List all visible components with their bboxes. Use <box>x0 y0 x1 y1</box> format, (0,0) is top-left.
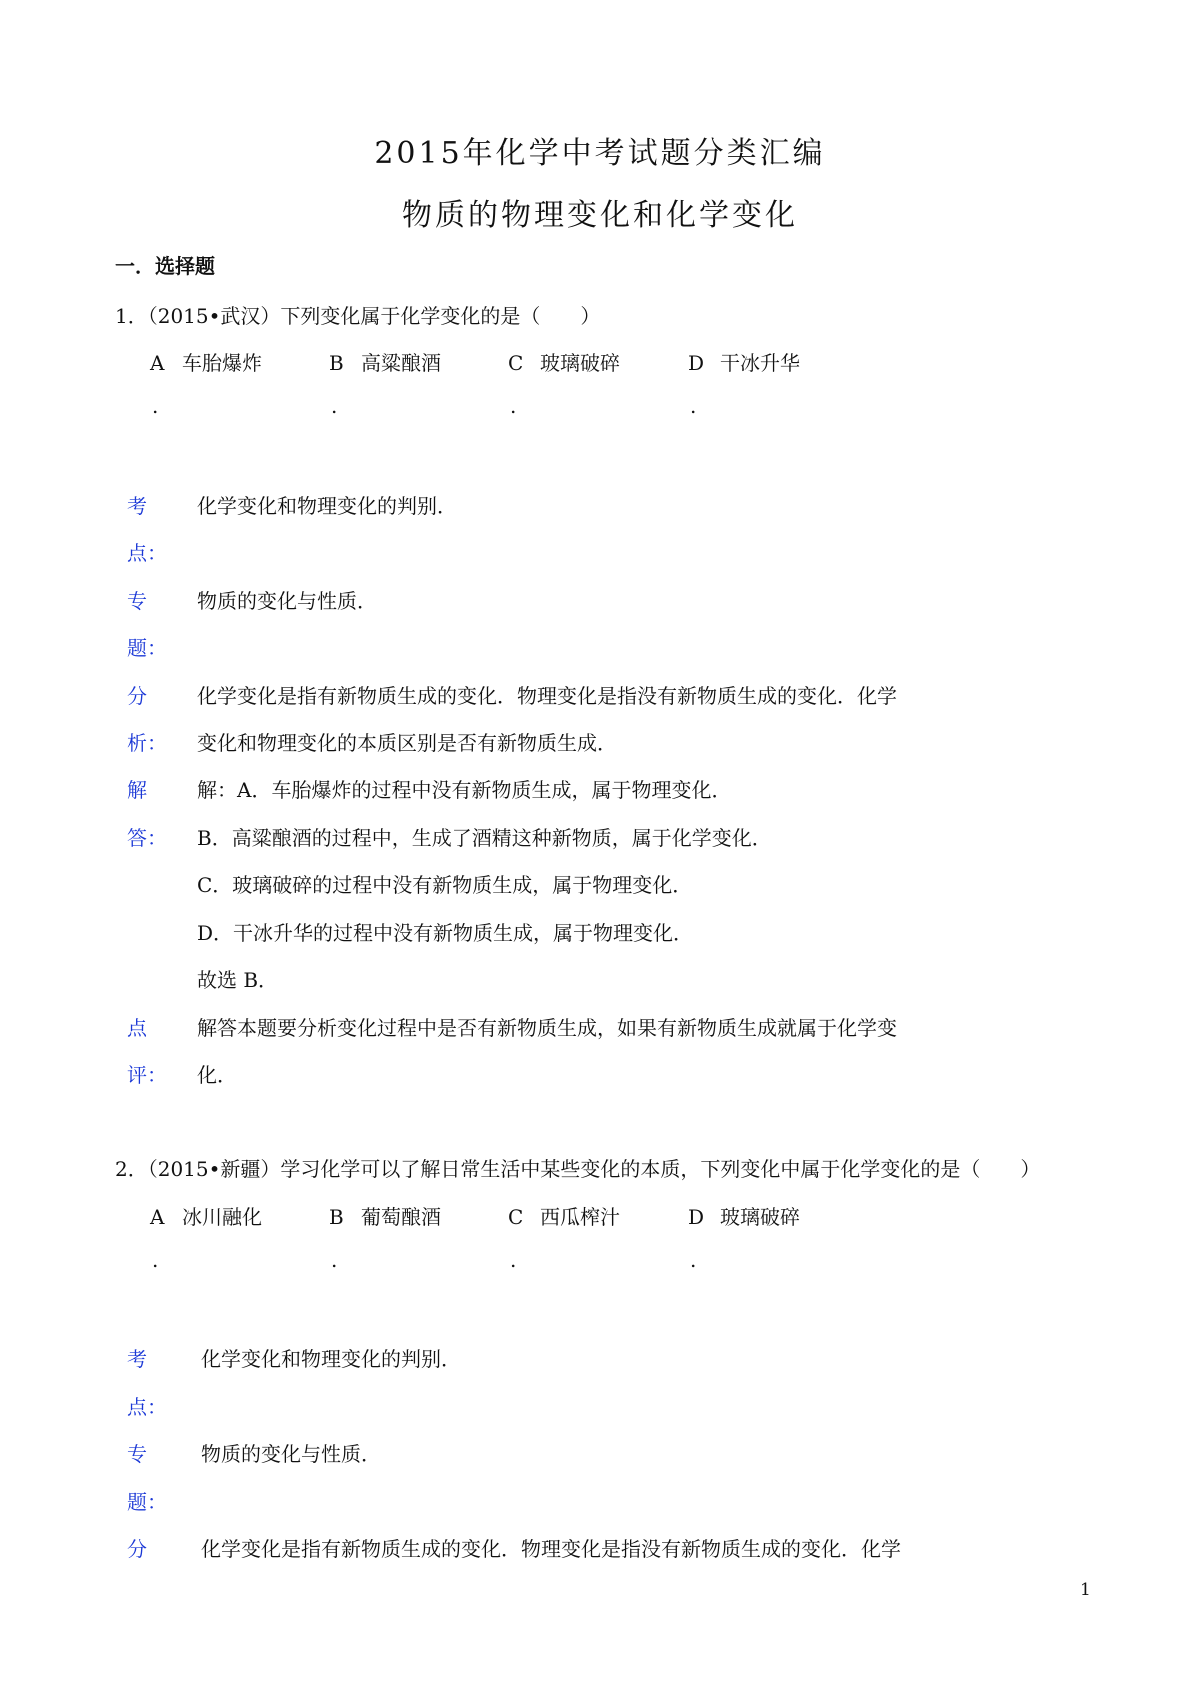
option-dot: . <box>331 394 338 418</box>
question-2-option-c <box>508 1201 620 1230</box>
jieda-line: C．玻璃破碎的过程中没有新物质生成，属于物理变化． <box>197 873 693 897</box>
label-zhuanti-2: 题： <box>127 636 167 660</box>
option-text: 高粱酿酒 <box>361 351 441 375</box>
option-dot: . <box>510 394 517 418</box>
option-letter: B <box>329 351 344 375</box>
option-dot: . <box>510 1248 517 1272</box>
option-dot: . <box>152 1248 159 1272</box>
label-jieda-1: 解 <box>127 778 147 802</box>
kaodian-text: 化学变化和物理变化的判别． <box>197 494 457 518</box>
question-1-option-d <box>688 347 800 376</box>
page-number: 1 <box>1080 1580 1091 1600</box>
option-text: 西瓜榨汁 <box>540 1205 620 1229</box>
option-letter: C <box>508 1205 524 1229</box>
label-kaodian-1: 考 <box>127 494 147 518</box>
option-letter: D <box>688 1205 705 1229</box>
label-zhuanti-1: 专 <box>127 1442 147 1466</box>
document-title: 2015年化学中考试题分类汇编 <box>374 136 826 171</box>
question-2-option-b <box>329 1201 441 1230</box>
label-fenxi-1: 分 <box>127 1537 147 1561</box>
jieda-line: B．高粱酿酒的过程中，生成了酒精这种新物质，属于化学变化． <box>197 826 772 850</box>
option-text: 干冰升华 <box>720 351 800 375</box>
question-2-stem: 2．（2015•新疆）学习化学可以了解日常生活中某些变化的本质，下列变化中属于化学变化的是（ ） <box>115 1157 1041 1181</box>
label-kaodian-1: 考 <box>127 1347 147 1371</box>
option-letter: D <box>688 351 705 375</box>
option-dot: . <box>690 1248 697 1272</box>
dianping-text-line-2: 化． <box>197 1063 237 1087</box>
section-heading: 一．选择题 <box>115 254 215 278</box>
question-1-option-b <box>329 347 441 376</box>
option-letter: A <box>150 1205 165 1229</box>
label-fenxi-2: 析： <box>127 731 167 755</box>
option-text: 葡萄酿酒 <box>361 1205 441 1229</box>
option-text: 玻璃破碎 <box>720 1205 800 1229</box>
jieda-line: 解：A．车胎爆炸的过程中没有新物质生成，属于物理变化． <box>197 778 732 802</box>
option-text: 玻璃破碎 <box>540 351 620 375</box>
label-zhuanti-1: 专 <box>127 589 147 613</box>
kaodian-text: 化学变化和物理变化的判别． <box>201 1347 461 1371</box>
label-dianping-2: 评： <box>127 1063 167 1087</box>
question-2-option-a <box>150 1201 262 1230</box>
fenxi-text-line-2: 变化和物理变化的本质区别是否有新物质生成． <box>197 731 617 755</box>
option-letter: C <box>508 351 524 375</box>
label-dianping-1: 点 <box>127 1016 147 1040</box>
question-2-option-d <box>688 1201 800 1230</box>
zhuanti-text: 物质的变化与性质． <box>201 1442 381 1466</box>
option-dot: . <box>331 1248 338 1272</box>
label-zhuanti-2: 题： <box>127 1490 167 1514</box>
jieda-answer: 故选 B． <box>197 968 279 992</box>
label-fenxi-1: 分 <box>127 684 147 708</box>
label-kaodian-2: 点： <box>127 1395 167 1419</box>
question-1-option-c <box>508 347 620 376</box>
option-dot: . <box>152 394 159 418</box>
option-letter: B <box>329 1205 344 1229</box>
option-letter: A <box>150 351 165 375</box>
option-text: 冰川融化 <box>182 1205 262 1229</box>
fenxi-text-line-1: 化学变化是指有新物质生成的变化．物理变化是指没有新物质生成的变化．化学 <box>197 684 897 708</box>
label-jieda-2: 答： <box>127 826 167 850</box>
document-subtitle: 物质的物理变化和化学变化 <box>402 198 798 233</box>
question-1-stem: 1．（2015•武汉）下列变化属于化学变化的是（ ） <box>115 304 601 328</box>
jieda-line: D．干冰升华的过程中没有新物质生成，属于物理变化． <box>197 921 694 945</box>
fenxi-text-line-1: 化学变化是指有新物质生成的变化．物理变化是指没有新物质生成的变化．化学 <box>201 1537 901 1561</box>
question-1-option-a <box>150 347 262 376</box>
zhuanti-text: 物质的变化与性质． <box>197 589 377 613</box>
option-dot: . <box>690 394 697 418</box>
dianping-text-line-1: 解答本题要分析变化过程中是否有新物质生成，如果有新物质生成就属于化学变 <box>197 1016 897 1040</box>
label-kaodian-2: 点： <box>127 541 167 565</box>
option-text: 车胎爆炸 <box>182 351 262 375</box>
